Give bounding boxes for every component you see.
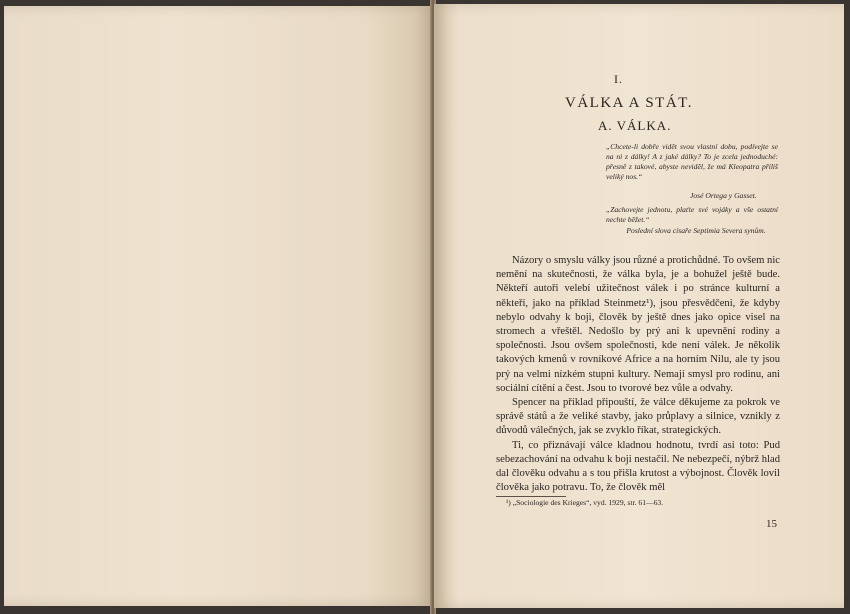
page-number: 15	[766, 518, 777, 530]
motto-attribution: José Ortega y Gasset.	[690, 191, 757, 200]
body-text	[496, 254, 780, 495]
paragraph: Ti, co přiznávají válce kladnou hodnotu, tvrdí asi toto: Pud sebezachování na odvahu k boji nestačil. Ne nebezpečí, nýbrž hlad dal člověku odvahu a s tou přišla krutost a výbojnost. Člověk lovil člověka jako potravu. To, že člověk měl	[496, 439, 780, 494]
motto-attribution: Poslední slova císaře Septimia Severa synům.	[626, 226, 766, 235]
footnote: ¹) „Sociologie des Krieges“, vyd. 1929, str. 61—63.	[506, 498, 664, 507]
paragraph: Spencer na příklad připouští, že válce děkujeme za pokrok ve správě států a že veliké stavby, jako průplavy a silnice, vznikly z důvodů válečných, jak se zvyklo říkat, strategických.	[496, 397, 780, 437]
chapter-number: I.	[614, 72, 623, 86]
footnote-rule	[496, 496, 566, 497]
chapter-title: VÁLKA A STÁT.	[565, 95, 693, 111]
paragraph: Názory o smyslu války jsou různé a protichůdné. To ovšem nic nemění na skutečnosti, že válka byla, je a bohužel ještě bude. Někteří autoři velebí užitečnost válek i po stránce kulturní a někteří, jako na příklad Steinmetz¹), jsou přesvědčeni, že kdyby nebylo odvahy k boji, člověk by ještě dnes jako opice visel na stromech a vřeštěl. Nedošlo by prý ani k upevnění rodiny a společnosti. Jsou ovšem společnosti, kde není válek. Je několik takových kmenů v rovníkové Africe a na horním Nilu, ale ty jsou prý na velmi nízkém stupni kultury. Nemají smysl pro rodinu, ani sociální cítění a čest. Jsou to tvorové bez vůle a odvahy.	[496, 255, 780, 394]
left-page-blank	[4, 6, 432, 606]
motto-quote: „Chcete-li dobře vidět svou vlastní dobu, podívejte se na ni z dálky! A z jaké dálky? To je zcela jednoduché: přesně z takové, abyste neviděl, že má Kleopatra příliš veliký nos.“	[606, 142, 778, 181]
section-title: A. VÁLKA.	[598, 118, 672, 133]
motto-quote: „Zachovejte jednotu, plaťte své vojáky a vše ostatní nechte běžet.“	[606, 205, 778, 224]
